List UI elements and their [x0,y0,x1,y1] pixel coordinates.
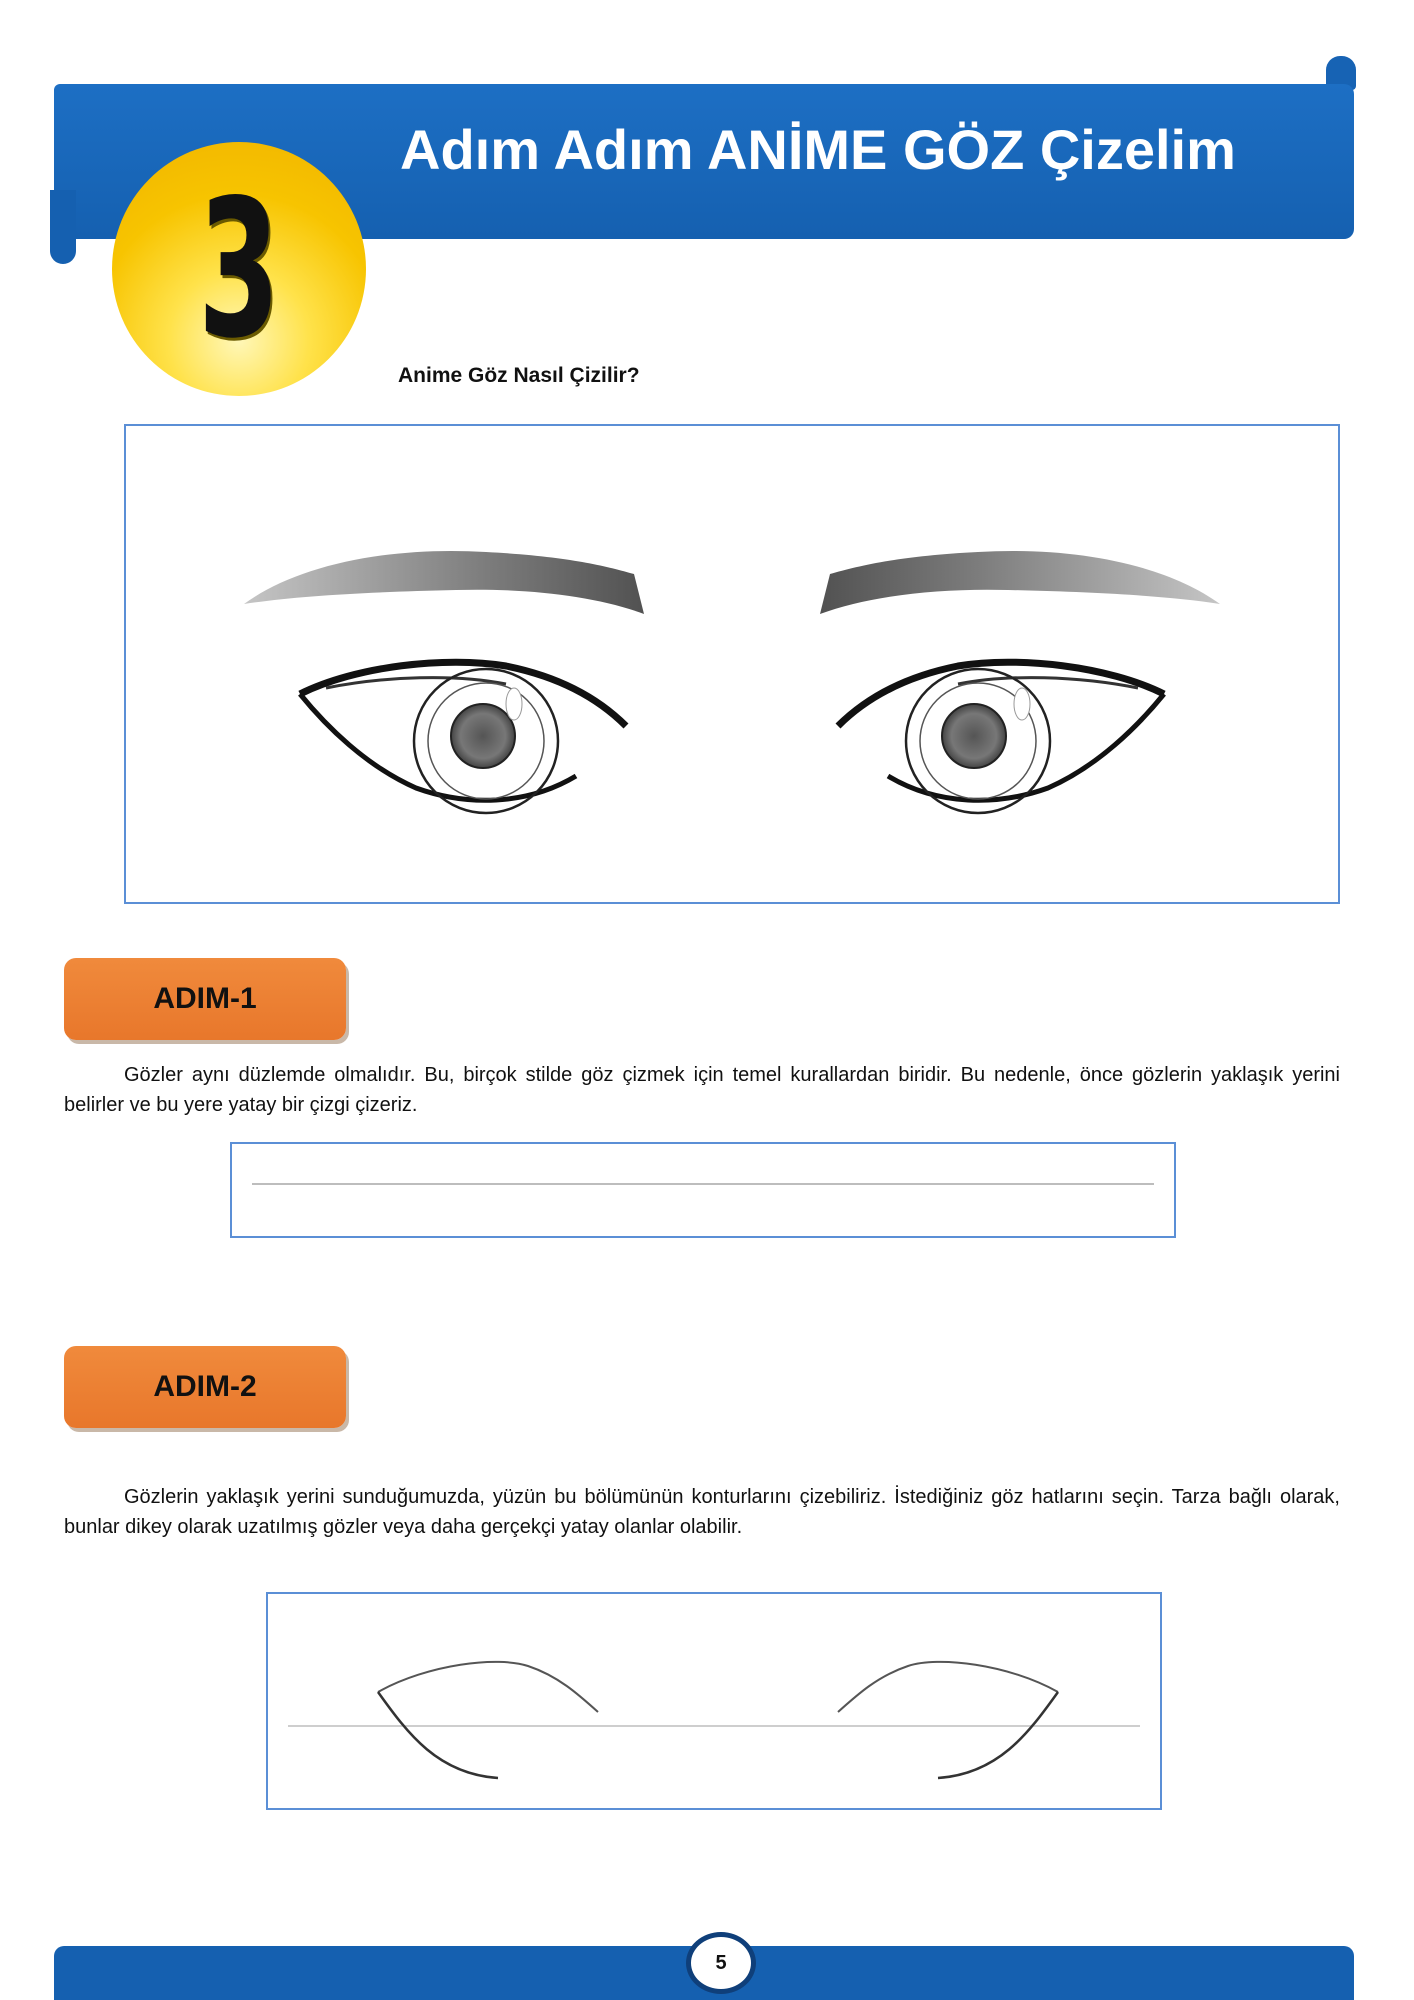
step-1-text: Gözler aynı düzlemde olmalıdır. Bu, birçok stilde göz çizmek için temel kurallardan biridir. Bu nedenle, önce gözlerin yaklaşık yerini belirler ve bu yere yatay bir çizgi çizeriz. [64,1064,1340,1116]
step-2-text: Gözlerin yaklaşık yerini sunduğumuzda, yüzün bu bölümünün konturlarını çizebiliriz. İstediğiniz göz hatlarını seçin. Tarza bağlı olarak, bunlar dikey olarak uzatılmış gözler veya daha gerçekçi yatay olanlar olabilir. [64,1486,1340,1538]
eyes-illustration-frame [124,424,1340,904]
right-eye [820,551,1220,813]
left-eye [244,551,644,813]
horizontal-guideline [232,1144,1174,1236]
step-2-illustration-frame [266,1592,1162,1810]
page-number: 5 [686,1932,756,1994]
eye-contour-sketch [268,1594,1160,1808]
banner-curl-left [50,190,76,264]
step-2-label: ADIM-2 [64,1346,346,1428]
chapter-number: 3 [198,158,280,380]
page-title: Adım Adım ANİME GÖZ Çizelim [400,118,1236,181]
step-1-illustration-frame [230,1142,1176,1238]
section-subtitle: Anime Göz Nasıl Çizilir? [398,364,640,387]
anime-eyes-illustration [126,426,1338,902]
step-1-label: ADIM-1 [64,958,346,1040]
